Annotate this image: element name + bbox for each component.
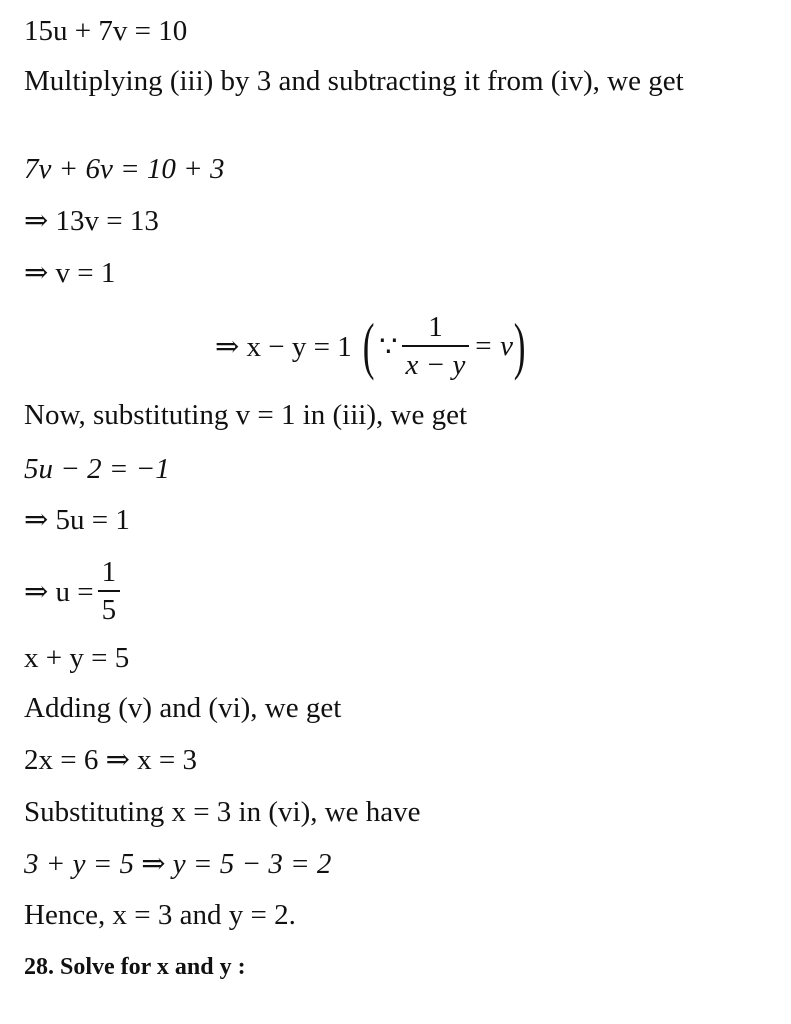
paren-close: ) <box>513 310 526 381</box>
equation-15u-7v: 15u + 7v = 10 <box>24 15 188 47</box>
u-eq-prefix: ⇒ u = <box>24 575 94 608</box>
equation-v-equals-1: ⇒ v = 1 <box>24 257 116 289</box>
text-substituting-x: Substituting x = 3 in (vi), we have <box>24 796 421 828</box>
equation-5u-equals-1: ⇒ 5u = 1 <box>24 504 130 536</box>
equation-5u-minus-2: 5u − 2 = −1 <box>24 453 170 485</box>
fraction-1-over-x-minus-y <box>402 311 470 381</box>
eq-left: ⇒ x − y = 1 <box>215 330 352 363</box>
equation-u-equals-fraction <box>24 556 124 626</box>
fraction-denominator: 5 <box>101 594 117 626</box>
text-hence-result: Hence, x = 3 and y = 2. <box>24 899 296 931</box>
equation-x-plus-y: x + y = 5 <box>24 642 130 674</box>
text-substituting-v: Now, substituting v = 1 in (iii), we get <box>24 399 468 431</box>
fraction-denominator: x − y <box>405 349 466 381</box>
equation-2x-equals-6: 2x = 6 ⇒ x = 3 <box>24 744 198 776</box>
question-28-heading: 28. Solve for x and y : <box>24 954 246 980</box>
equation-x-minus-y <box>215 308 526 384</box>
fraction-numerator: 1 <box>101 556 117 588</box>
text-adding-v-vi: Adding (v) and (vi), we get <box>24 692 342 724</box>
equation-13v: ⇒ 13v = 13 <box>24 205 159 237</box>
eq-right: = v <box>473 329 514 362</box>
equation-3-plus-y: 3 + y = 5 ⇒ y = 5 − 3 = 2 <box>24 848 332 880</box>
text-multiplying-step: Multiplying (iii) by 3 and subtracting it from (iv), we get <box>24 65 684 97</box>
because-symbol: ∵ <box>379 330 398 363</box>
fraction-1-over-5 <box>98 556 121 626</box>
paren-open: ( <box>362 310 375 381</box>
equation-7v-6v: 7v + 6v = 10 + 3 <box>24 153 225 185</box>
fraction-numerator: 1 <box>428 311 443 343</box>
